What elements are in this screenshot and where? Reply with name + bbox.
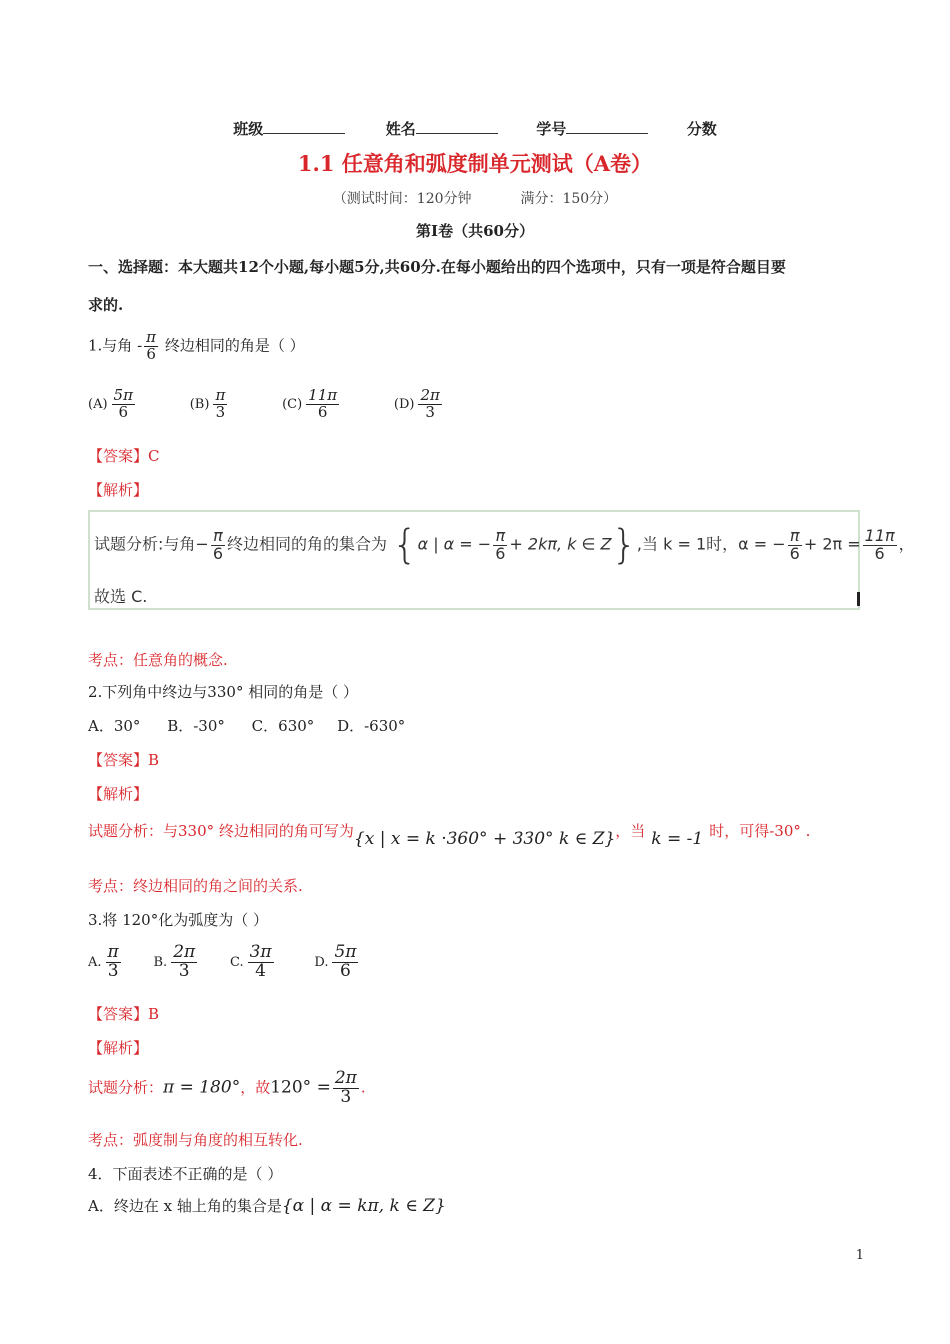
q1-angle-fraction: $\frac{\pi}{6}$ bbox=[146, 328, 157, 363]
page-number: 1 bbox=[855, 1248, 864, 1263]
page-title: 1.1 任意角和弧度制单元测试（A卷） bbox=[297, 151, 653, 176]
q1-option-c[interactable]: (C) $\frac{11\pi}{6}$ bbox=[282, 386, 338, 421]
q2-option-d[interactable]: D．-630° bbox=[337, 717, 406, 735]
class-blank[interactable] bbox=[263, 119, 345, 134]
q2-analysis-label: 【解析】 bbox=[88, 785, 149, 803]
id-label: 学号 bbox=[536, 120, 567, 138]
q4-option-a-set: {α | α = kπ, k ∈ Z} bbox=[281, 1196, 446, 1216]
part-title: 第Ⅰ卷（共60分） bbox=[416, 222, 534, 240]
header-row bbox=[0, 118, 950, 139]
q3-stem: 3.将 120°化为弧度为（ ） bbox=[88, 911, 268, 929]
q3-analysis-detail: 试题分析：π = 180°，故120° = $\frac{2\pi}{3}$ . bbox=[88, 1068, 366, 1107]
class-label: 班级 bbox=[233, 120, 264, 138]
subtitle-score: 满分：150分） bbox=[520, 191, 618, 207]
q3-option-d[interactable]: D. $\frac{5\pi}{6}$ bbox=[314, 942, 357, 981]
q3-option-c[interactable]: C. $\frac{3\pi}{4}$ bbox=[229, 942, 272, 981]
q2-analysis-detail: 试题分析：与330° 终边相同的角可写为{x | x = k ·360° + 330° k ∈ Z}，当 k = -1 时，可得-30° . bbox=[88, 822, 811, 849]
q3-eq2: 120° = bbox=[270, 1077, 331, 1098]
q3-eq1: π = 180° bbox=[163, 1077, 241, 1098]
q3-analysis-label: 【解析】 bbox=[88, 1039, 149, 1057]
q3-option-a[interactable]: A. $\frac{\pi}{3}$ bbox=[88, 942, 119, 981]
q2-knowledge: 考点：终边相同的角之间的关系. bbox=[88, 877, 303, 895]
q1-analysis-line: 试题分析:与角− $\frac{\pi}{6}$ 终边相同的角的集合为 {α | α = − $\frac{\pi}{6}$ + 2kπ, k ∈ Z},当 k = 1时，α = − $\frac{\pi}{6}$ + 2π = $\frac{11\pi}{6}$ ， bbox=[94, 522, 915, 568]
q1-stem: 1.与角 - $\frac{\pi}{6}$ 终边相同的角是（ ） bbox=[88, 328, 305, 363]
q2-stem: 2.下列角中终边与330° 相同的角是（ ） bbox=[88, 683, 358, 701]
q2-k-expr: k = -1 bbox=[651, 829, 704, 849]
q3-knowledge: 考点：弧度制与角度的相互转化. bbox=[88, 1131, 303, 1149]
q3-options bbox=[88, 944, 408, 981]
q1-option-b[interactable]: (B) $\frac{\pi}{3}$ bbox=[189, 386, 226, 421]
q1-option-d[interactable]: (D) $\frac{2\pi}{3}$ bbox=[393, 386, 440, 421]
q2-option-a[interactable]: A．30° bbox=[88, 717, 141, 735]
section-heading-line2: 求的. bbox=[88, 296, 124, 314]
q1-analysis-label: 【解析】 bbox=[88, 481, 149, 499]
q3-result-fraction: $\frac{2\pi}{3}$ bbox=[334, 1068, 357, 1107]
id-blank[interactable] bbox=[566, 119, 648, 134]
name-label: 姓名 bbox=[385, 120, 416, 138]
q3-answer: 【答案】B bbox=[88, 1005, 160, 1023]
subtitle-time: （测试时间：120分钟 bbox=[332, 191, 472, 207]
q1-analysis-box bbox=[88, 510, 915, 610]
q1-angle-sign: - bbox=[137, 336, 143, 355]
q4-stem: 4．下面表述不正确的是（ ） bbox=[88, 1165, 283, 1183]
q2-options bbox=[88, 715, 405, 736]
q2-option-c[interactable]: C．630° bbox=[251, 717, 315, 735]
q1-knowledge: 考点：任意角的概念. bbox=[88, 651, 228, 669]
name-blank[interactable] bbox=[416, 119, 498, 134]
box-edge-mark bbox=[857, 592, 860, 606]
q2-option-b[interactable]: B．-30° bbox=[167, 717, 225, 735]
q2-set-expr: {x | x = k ·360° + 330° k ∈ Z} bbox=[353, 829, 616, 849]
section-heading-line1: 一、选择题：本大题共12个小题,每小题5分,共60分.在每小题给出的四个选项中，只有一项是符合题目要 bbox=[88, 258, 786, 276]
q3-option-b[interactable]: B. $\frac{2\pi}{3}$ bbox=[153, 942, 196, 981]
q1-answer: 【答案】C bbox=[88, 447, 160, 465]
q4-option-a[interactable]: A．终边在 x 轴上角的集合是{α | α = kπ, k ∈ Z} bbox=[88, 1196, 446, 1216]
q1-option-a[interactable]: (A) $\frac{5\pi}{6}$ bbox=[88, 386, 133, 421]
subtitle bbox=[0, 188, 950, 208]
q1-conclusion: 故选 C. bbox=[94, 587, 148, 606]
score-label: 分数 bbox=[686, 120, 717, 138]
q1-options bbox=[88, 388, 492, 421]
q2-answer: 【答案】B bbox=[88, 751, 160, 769]
